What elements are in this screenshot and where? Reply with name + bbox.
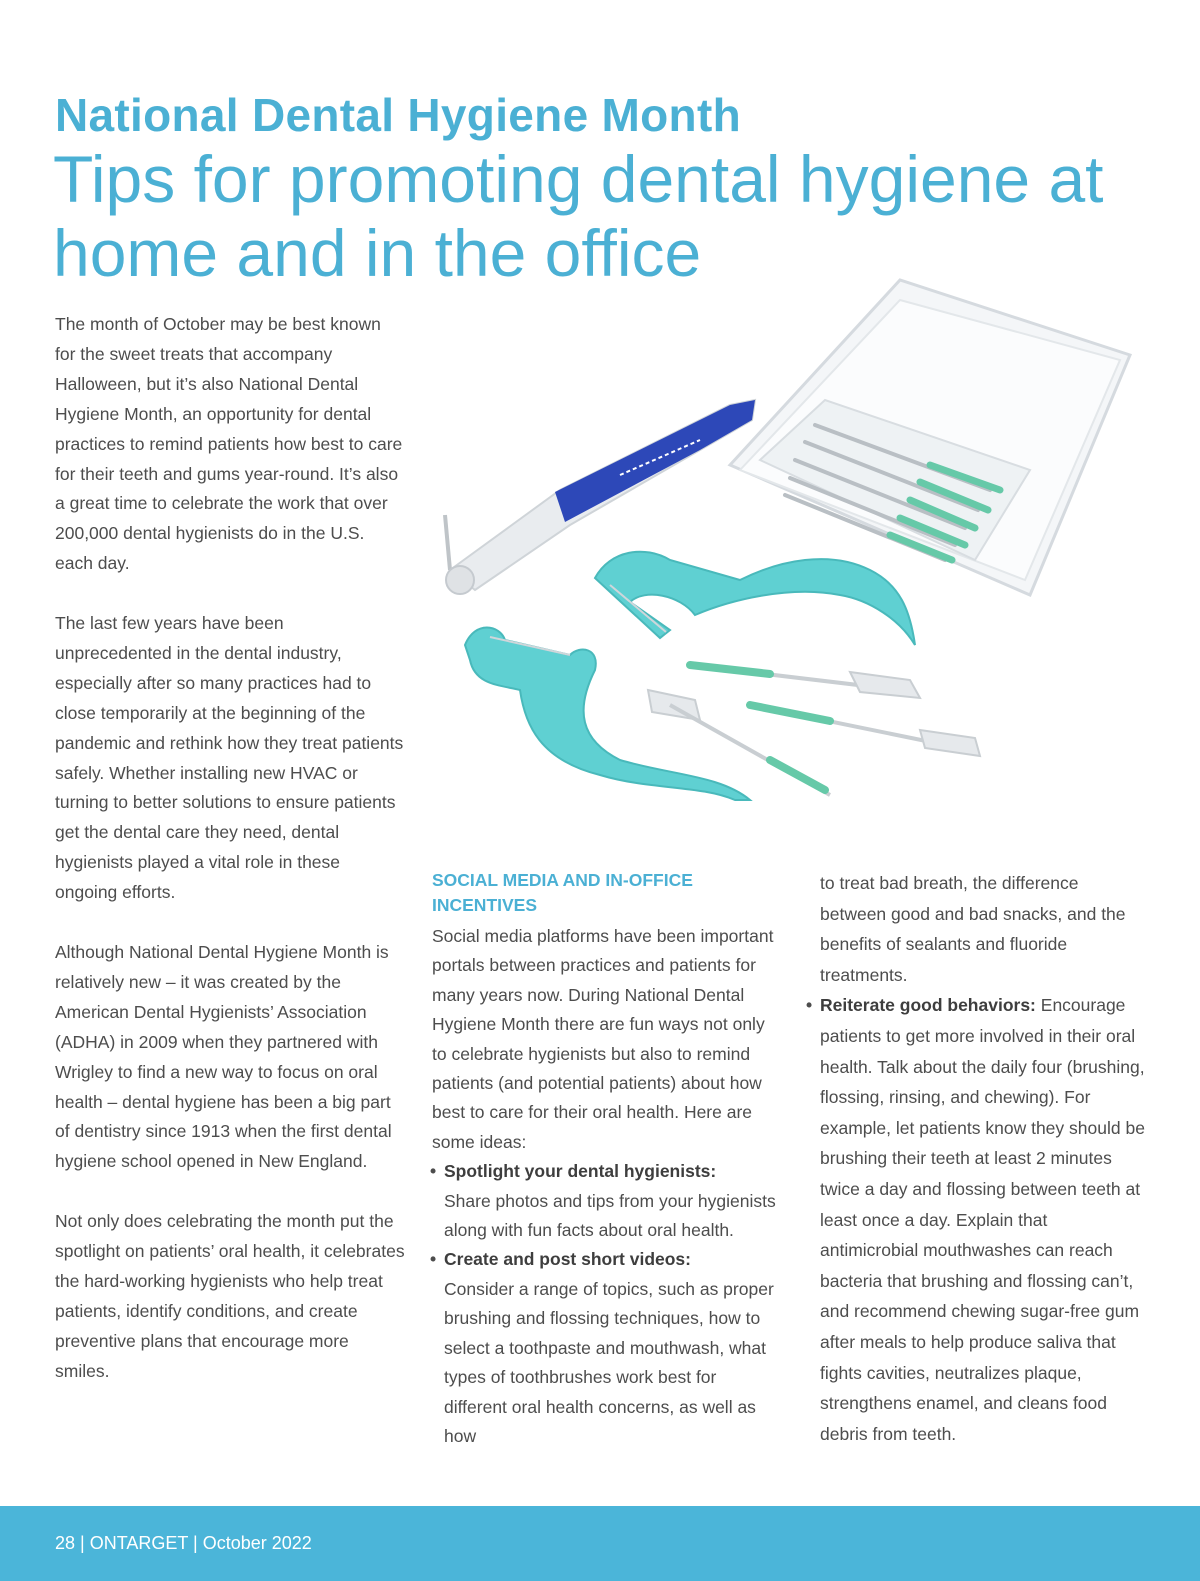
bullet-text: Consider a range of topics, such as proper brushing and flossing techniques, how to select a toothpaste and mouthwash, what types of toothbrushes work best for different oral health concerns, as well as how <box>444 1278 774 1446</box>
page-footer <box>0 1506 1200 1581</box>
article-column-3 <box>808 868 1148 1449</box>
section-heading: SOCIAL MEDIA AND IN-OFFICE INCENTIVES <box>432 870 693 915</box>
bullet-title: Spotlight your dental hygienists: <box>444 1161 717 1182</box>
bullet-text: Share photos and tips from your hygienists along with fun facts about oral health. <box>444 1190 776 1241</box>
paragraph: The month of October may be best known for the sweet treats that accompany Halloween, but it’s also National Dental Hygiene Month, an opportunity for dental practices to remind patients how best to care for their teeth and gums year-round. It’s also a great time to celebrate the work that over 200,000 dental hygienists do in the U.S. each day. <box>55 314 403 574</box>
page-title: Tips for promoting dental hygiene at home and in the office <box>53 142 1104 290</box>
dental-products-photo <box>430 260 1160 840</box>
article-column-2 <box>432 868 777 1451</box>
bullet-text: Encourage patients to get more involved in their oral health. Talk about the daily four (brushing, flossing, rinsing, and chewing). For example, let patients know they should be brushing their teeth at least 2 minutes twice a day and flossing between teeth at least once a day. Explain that antimicrobial mouthwashes can reach bacteria that brushing and flossing can’t, and recommend chewing sugar-free gum after meals to help produce saliva that fights cavities, neutralizes plaque, strengthens enamel, and cleans food debris from teeth. <box>820 995 1145 1444</box>
floss-pick-image <box>465 628 750 801</box>
paragraph: The last few years have been unprecedented in the dental industry, especially after so many practices had to close temporarily at the beginning of the pandemic and rethink how they treat patients safely. Whether installing new HVAC or turning to better solutions to ensure patients get the dental care they need, dental hygienists played a vital role in these ongoing efforts. <box>55 613 404 903</box>
bullet-item <box>432 1245 777 1451</box>
paragraph: Not only does celebrating the month put the spotlight on patients’ oral health, it celebrates the hard-working hygienists who help treat patients, identify conditions, and create preventive plans that encourage more smiles. <box>55 1211 405 1381</box>
bullet-item <box>432 1157 777 1245</box>
paragraph: Although National Dental Hygiene Month is relatively new – it was created by the American Dental Hygienists’ Association (ADHA) in 2009 when they partnered with Wrigley to find a new way to focus on oral health – dental hygiene has been a big part of dentistry since 1913 when the first dental hygiene school opened in New England. <box>55 942 392 1172</box>
kicker-title: National Dental Hygiene Month <box>55 89 741 141</box>
angled-interdental-brush-image <box>445 400 755 594</box>
paragraph: to treat bad breath, the difference between good and bad snacks, and the benefits of sealants and fluoride treatments. <box>820 873 1126 985</box>
article-column-1 <box>55 310 405 1416</box>
paragraph: Social media platforms have been important portals between practices and patients for many years now. During National Dental Hygiene Month there are fun ways not only to celebrate hygienists but also to remind patients (and potential patients) about how best to care for their oral health. Here are some ideas: <box>432 926 774 1152</box>
interdental-brush-image <box>690 665 920 698</box>
bullet-title: Reiterate good behaviors: <box>820 995 1036 1016</box>
bullet-item <box>808 990 1148 1449</box>
interdental-brush-image <box>750 705 980 756</box>
bullet-title: Create and post short videos: <box>444 1249 691 1270</box>
floss-pick-image <box>595 552 915 645</box>
footer-folio: 28 | ONTARGET | October 2022 <box>55 1533 312 1553</box>
clear-case-image <box>730 280 1130 595</box>
